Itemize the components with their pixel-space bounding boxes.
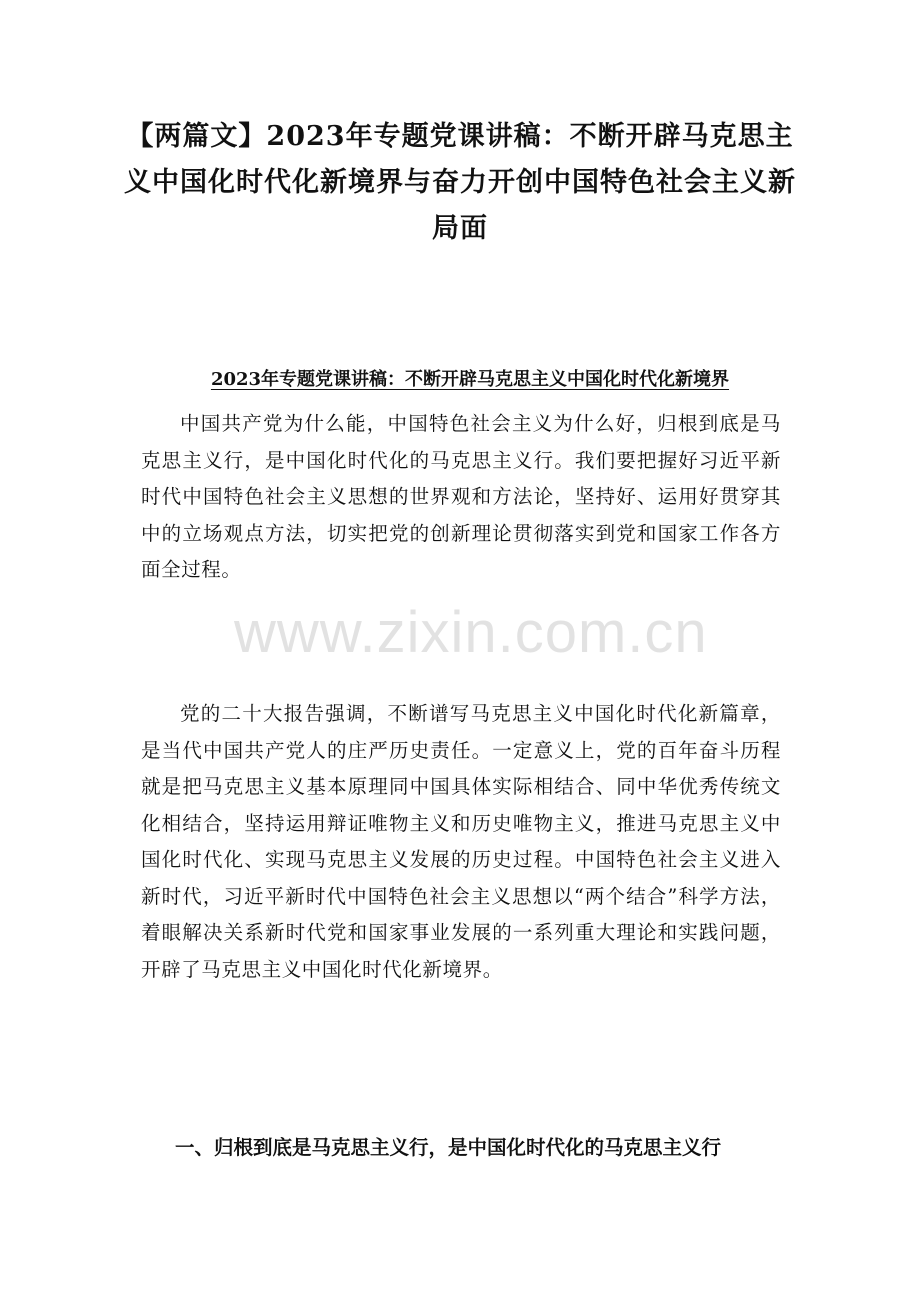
section-title: 2023年专题党课讲稿：不断开辟马克思主义中国化时代化新境界: [210, 369, 730, 390]
body-paragraph-2: 党的二十大报告强调，不断谱写马克思主义中国化时代化新篇章，是当代中国共产党人的庄严历史责任。一定意义上，党的百年奋斗历程就是把马克思主义基本原理同中国具体实际相结合、同中华优秀传统文化相结合，坚持运用辩证唯物主义和历史唯物主义，推进马克思主义中国化时代化、实现马克思主义发展的历史过程。中国特色社会主义进入新时代，习近平新时代中国特色社会主义思想以“两个结合”科学方法，着眼解决关系新时代党和国家事业发展的一系列重大理论和实践问题，开辟了马克思主义中国化时代化新境界。: [141, 702, 781, 981]
document-title: 【两篇文】2023年专题党课讲稿：不断开辟马克思主义中国化时代化新境界与奋力开创中国特色社会主义新局面: [124, 121, 796, 244]
watermark: www.zixin.com.cn: [234, 600, 708, 665]
subheading-one: 一、归根到底是马克思主义行，是中国化时代化的马克思主义行: [175, 1136, 722, 1159]
body-paragraph-1: 中国共产党为什么能，中国特色社会主义为什么好，归根到底是马克思主义行，是中国化时代化的马克思主义行。我们要把握好习近平新时代中国特色社会主义思想的世界观和方法论，坚持好、运用好贯穿其中的立场观点方法，切实把党的创新理论贯彻落实到党和国家工作各方面全过程。: [141, 412, 781, 581]
